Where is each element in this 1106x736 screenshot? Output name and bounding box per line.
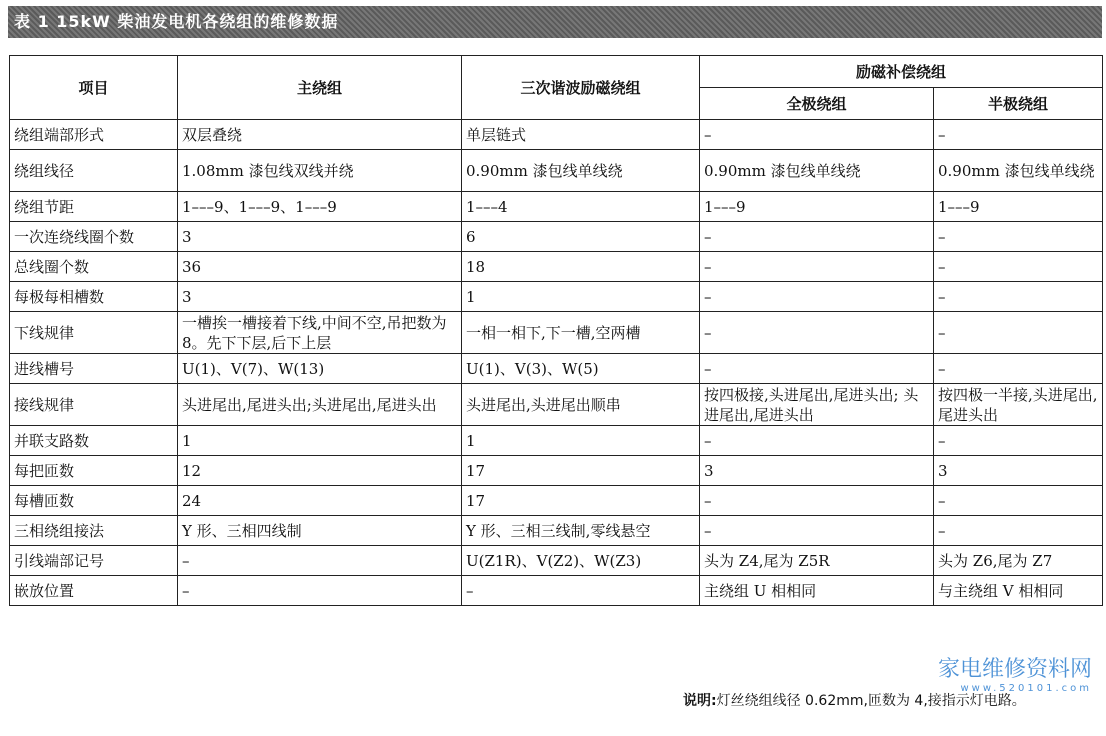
cell-main: 3 <box>178 222 462 252</box>
row-label: 三相绕组接法 <box>10 516 178 546</box>
cell-main: 1–––9、1–––9、1–––9 <box>178 192 462 222</box>
cell-full: – <box>700 282 934 312</box>
cell-third: 6 <box>462 222 700 252</box>
cell-third: 1–––4 <box>462 192 700 222</box>
row-label: 绕组线径 <box>10 150 178 192</box>
table-row <box>10 486 1103 516</box>
row-label: 并联支路数 <box>10 426 178 456</box>
cell-full: 0.90mm 漆包线单线绕 <box>700 150 934 192</box>
row-label: 每把匝数 <box>10 456 178 486</box>
note-label: 说明: <box>683 693 717 709</box>
table-row <box>10 516 1103 546</box>
cell-main: 头进尾出,尾进头出;头进尾出,尾进头出 <box>178 384 462 426</box>
cell-full: – <box>700 120 934 150</box>
cell-main: 1.08mm 漆包线双线并绕 <box>178 150 462 192</box>
table-row <box>10 456 1103 486</box>
cell-third: 1 <box>462 426 700 456</box>
cell-main: 3 <box>178 282 462 312</box>
cell-full: – <box>700 486 934 516</box>
row-label: 进线槽号 <box>10 354 178 384</box>
cell-full: 3 <box>700 456 934 486</box>
table-row <box>10 150 1103 192</box>
cell-full: – <box>700 312 934 354</box>
cell-third: 单层链式 <box>462 120 700 150</box>
cell-main: 一槽挨一槽接着下线,中间不空,吊把数为 8。先下下层,后下上层 <box>178 312 462 354</box>
cell-main: 12 <box>178 456 462 486</box>
table-row <box>10 252 1103 282</box>
cell-main: Y 形、三相四线制 <box>178 516 462 546</box>
cell-main: 24 <box>178 486 462 516</box>
cell-third: U(1)、V(3)、W(5) <box>462 354 700 384</box>
watermark-main: 家电维修资料网 <box>937 657 1092 682</box>
table-row <box>10 354 1103 384</box>
cell-half: – <box>934 426 1103 456</box>
row-label: 引线端部记号 <box>10 546 178 576</box>
row-label: 总线圈个数 <box>10 252 178 282</box>
cell-half: 1–––9 <box>934 192 1103 222</box>
cell-main: 双层叠绕 <box>178 120 462 150</box>
table-row <box>10 312 1103 354</box>
table-row <box>10 120 1103 150</box>
cell-full: 按四极接,头进尾出,尾进头出; 头进尾出,尾进头出 <box>700 384 934 426</box>
cell-third: U(Z1R)、V(Z2)、W(Z3) <box>462 546 700 576</box>
cell-third: 头进尾出,头进尾出顺串 <box>462 384 700 426</box>
cell-main: 36 <box>178 252 462 282</box>
cell-half: 与主绕组 V 相相同 <box>934 576 1103 606</box>
cell-third: 0.90mm 漆包线单线绕 <box>462 150 700 192</box>
cell-half: – <box>934 516 1103 546</box>
cell-full: – <box>700 222 934 252</box>
cell-half: 3 <box>934 456 1103 486</box>
row-label: 嵌放位置 <box>10 576 178 606</box>
cell-full: – <box>700 252 934 282</box>
cell-half: 按四极一半接,头进尾出,尾进头出 <box>934 384 1103 426</box>
cell-main: U(1)、V(7)、W(13) <box>178 354 462 384</box>
cell-third: Y 形、三相三线制,零线悬空 <box>462 516 700 546</box>
cell-third: 一相一相下,下一槽,空两槽 <box>462 312 700 354</box>
row-label: 每极每相槽数 <box>10 282 178 312</box>
header-compensation: 励磁补偿绕组 <box>700 56 1103 88</box>
cell-full: 1–––9 <box>700 192 934 222</box>
cell-third: 1 <box>462 282 700 312</box>
table-row <box>10 426 1103 456</box>
row-label: 一次连绕线圈个数 <box>10 222 178 252</box>
row-label: 绕组节距 <box>10 192 178 222</box>
table-row <box>10 576 1103 606</box>
watermark-url: www.520101.com <box>960 683 1092 694</box>
cell-half: – <box>934 120 1103 150</box>
row-label: 绕组端部形式 <box>10 120 178 150</box>
cell-half: – <box>934 354 1103 384</box>
row-label: 下线规律 <box>10 312 178 354</box>
header-item: 项目 <box>10 56 178 120</box>
cell-main: 1 <box>178 426 462 456</box>
cell-half: 0.90mm 漆包线单线绕 <box>934 150 1103 192</box>
table-note <box>683 686 1093 716</box>
cell-half: 头为 Z6,尾为 Z7 <box>934 546 1103 576</box>
cell-third: 17 <box>462 456 700 486</box>
cell-half: – <box>934 486 1103 516</box>
table-row <box>10 222 1103 252</box>
table-row <box>10 192 1103 222</box>
table-row <box>10 546 1103 576</box>
repair-data-table <box>9 55 1103 606</box>
table-row <box>10 384 1103 426</box>
cell-half: – <box>934 222 1103 252</box>
header-half-pole: 半极绕组 <box>934 88 1103 120</box>
table-row <box>10 282 1103 312</box>
cell-full: – <box>700 354 934 384</box>
cell-third: 18 <box>462 252 700 282</box>
cell-full: – <box>700 426 934 456</box>
cell-half: – <box>934 312 1103 354</box>
cell-main: – <box>178 546 462 576</box>
cell-full: 头为 Z4,尾为 Z5R <box>700 546 934 576</box>
row-label: 每槽匝数 <box>10 486 178 516</box>
row-label: 接线规律 <box>10 384 178 426</box>
cell-third: – <box>462 576 700 606</box>
header-third-harmonic: 三次谐波励磁绕组 <box>462 56 700 120</box>
cell-half: – <box>934 252 1103 282</box>
header-full-pole: 全极绕组 <box>700 88 934 120</box>
table-title: 表 1 15kW 柴油发电机各绕组的维修数据 <box>8 6 1102 38</box>
header-main-winding: 主绕组 <box>178 56 462 120</box>
cell-full: 主绕组 U 相相同 <box>700 576 934 606</box>
cell-third: 17 <box>462 486 700 516</box>
cell-main: – <box>178 576 462 606</box>
note-text: 灯丝绕组线径 0.62mm,匝数为 4,接指示灯电路。 <box>716 693 1026 709</box>
cell-half: – <box>934 282 1103 312</box>
cell-full: – <box>700 516 934 546</box>
